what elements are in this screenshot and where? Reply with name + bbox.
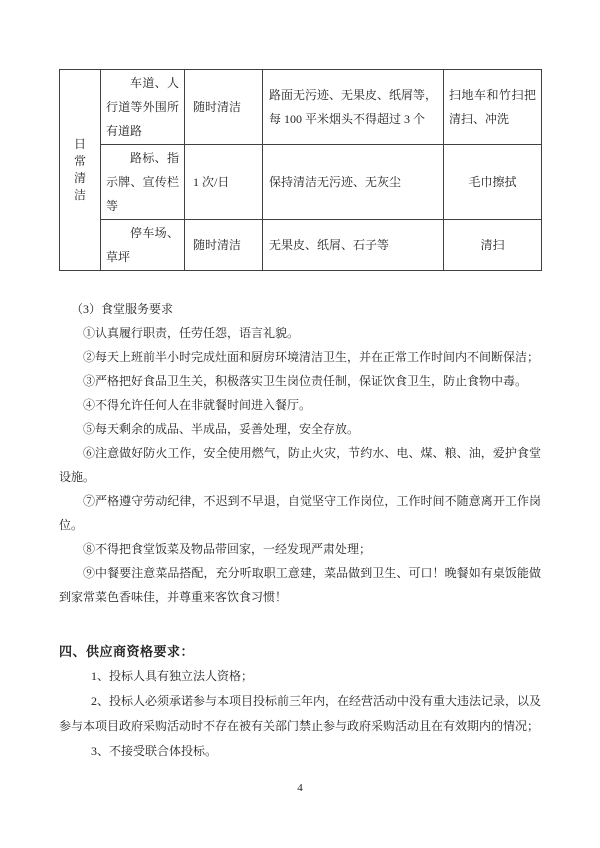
cell-frequency: 随时清洁 — [185, 70, 263, 145]
page-content — [59, 69, 541, 764]
table-row — [60, 145, 542, 220]
table-row — [60, 220, 542, 271]
cell-standard: 无果皮、纸屑、石子等 — [263, 220, 444, 271]
list-item: ⑨中餐要注意菜品搭配，充分听取职工意建，菜品做到卫生、可口！晚餐如有桌饭能做到家常菜色香味佳，并尊重来客饮食习惯！ — [59, 566, 541, 604]
list-item: 3、不接受联合体投标。 — [91, 744, 218, 758]
row-header-cell — [60, 70, 101, 271]
cell-area: 路标、指示牌、宣传栏等 — [101, 145, 185, 220]
cell-frequency: 随时清洁 — [185, 220, 263, 271]
daily-cleaning-table — [59, 69, 542, 271]
list-item: 1、投标人具有独立法人资格； — [91, 669, 254, 683]
cell-area: 车道、人行道等外围所有道路 — [101, 70, 185, 145]
cell-method: 扫地车和竹扫把清扫、冲洗 — [444, 70, 542, 145]
cell-standard: 保持清洁无污迹、无灰尘 — [263, 145, 444, 220]
canteen-section-heading: （3）食堂服务要求 — [71, 302, 174, 316]
supplier-section-heading: 四、供应商资格要求： — [59, 644, 195, 659]
table-row — [60, 70, 542, 145]
cell-area: 停车场、草坪 — [101, 220, 185, 271]
list-item: ⑥注意做好防火工作，安全使用燃气，防止火灾，节约水、电、煤、粮、油，爱护食堂设施。 — [59, 446, 541, 484]
row-header-label: 日常清洁 — [74, 137, 87, 202]
cell-method: 毛巾擦拭 — [444, 145, 542, 220]
cell-method: 清扫 — [444, 220, 542, 271]
list-item: ⑧不得把食堂饭菜及物品带回家，一经发现严肃处理； — [83, 542, 372, 556]
list-item: ②每天上班前半小时完成灶面和厨房环境清洁卫生，并在正常工作时间内不间断保洁； — [83, 350, 540, 364]
list-item: 2、投标人必须承诺参与本项目投标前三年内，在经营活动中没有重大违法记录，以及参与本项目政府采购活动时不存在被有关部门禁止参与政府采购活动且在有效期内的情况； — [59, 694, 542, 733]
list-item: ⑦严格遵守劳动纪律，不迟到不早退，自觉坚守工作岗位，工作时间不随意离开工作岗位。 — [59, 494, 541, 532]
list-item: ③严格把好食品卫生关，积极落实卫生岗位责任制，保证饮食卫生，防止食物中毒。 — [83, 374, 528, 388]
cell-standard: 路面无污迹、无果皮、纸屑等，每 100 平米烟头不得超过 3 个 — [263, 70, 444, 145]
list-item: ⑤每天剩余的成品、半成品，妥善处理，安全存放。 — [83, 422, 360, 436]
list-item: ④不得允许任何人在非就餐时间进入餐厅。 — [83, 398, 312, 412]
cell-frequency: 1 次/日 — [185, 145, 263, 220]
list-item: ①认真履行职责，任劳任怨，语言礼貌。 — [83, 326, 300, 340]
page-number: 4 — [297, 782, 303, 794]
